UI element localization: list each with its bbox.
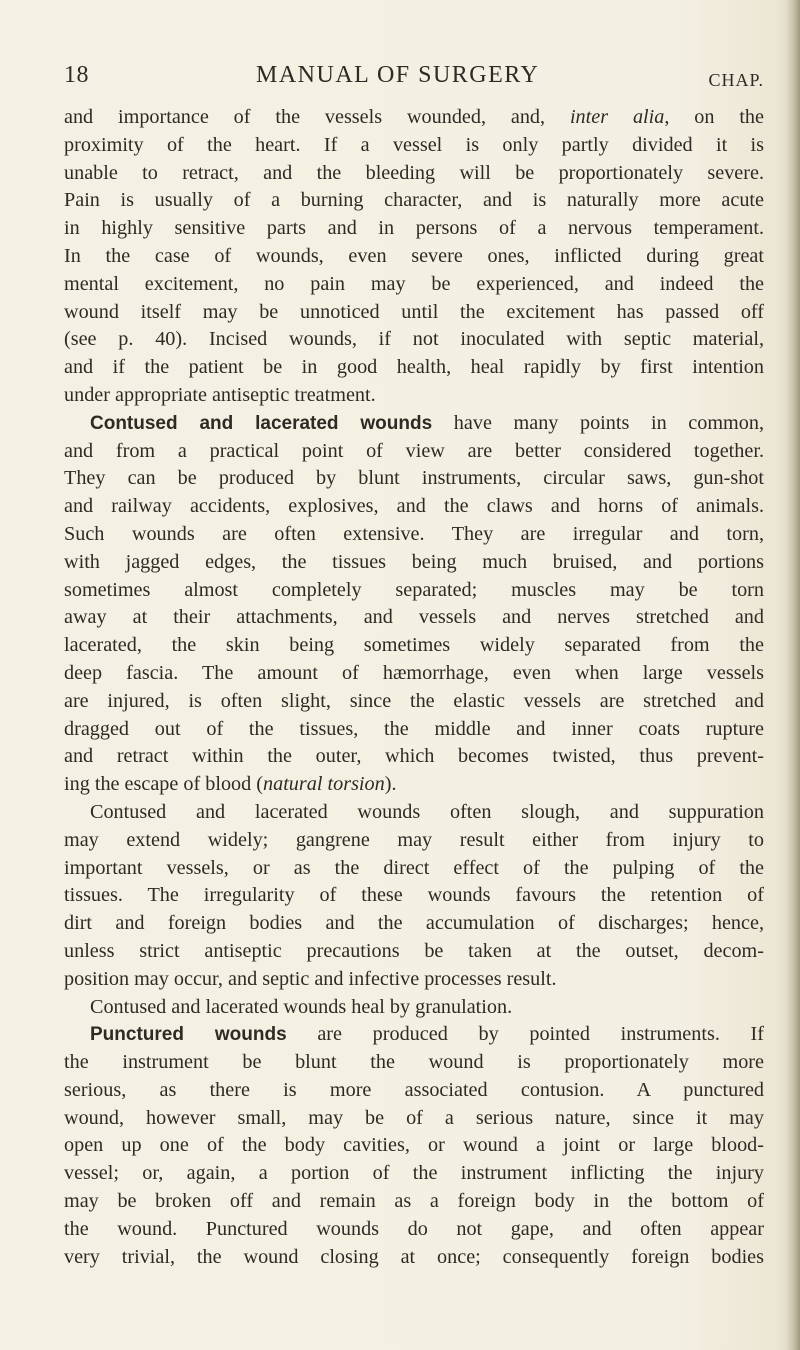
line-text: and railway accidents, explosives, and the claws and horns of animals. <box>64 495 764 518</box>
line-text: unable to retract, and the bleeding will be proportionately severe. <box>64 161 764 184</box>
text-line <box>64 354 764 382</box>
text-line <box>64 1216 764 1244</box>
text-line <box>64 243 764 271</box>
text-line <box>64 299 764 327</box>
line-text: under appropriate antiseptic treatment. <box>64 383 376 406</box>
line-text: position may occur, and septic and infective processes result. <box>64 967 557 990</box>
line-text: deep fascia. The amount of hæmorrhage, even when large vessels <box>64 661 764 684</box>
italic-phrase: inter alia <box>569 106 665 128</box>
line-text: away at their attachments, and vessels and nerves stretched and <box>64 606 764 629</box>
text-line <box>64 1077 764 1105</box>
section-heading: Punctured wounds <box>90 1024 287 1046</box>
line-text: dirt and foreign bodies and the accumulation of discharges; hence, <box>64 912 764 935</box>
text-line <box>64 1049 764 1077</box>
line-text: tissues. The irregularity of these wounds favours the retention of <box>64 884 764 907</box>
line-text: Pain is usually of a burning character, and is naturally more acute <box>64 189 764 212</box>
page-header <box>64 62 764 92</box>
text-line <box>64 660 764 688</box>
text-line <box>64 438 764 466</box>
text-line <box>64 1132 764 1160</box>
line-text: Contused and lacerated wounds often slough, and suppuration <box>90 800 764 823</box>
text-line <box>64 493 764 521</box>
line-text: proximity of the heart. If a vessel is only partly divided it is <box>64 133 764 156</box>
line-text: are injured, is often slight, since the elastic vessels are stretched and <box>64 689 764 712</box>
text-line <box>64 855 764 883</box>
line-text: lacerated, the skin being sometimes widely separated from the <box>64 634 764 657</box>
line-text: are produced by pointed instruments. If <box>286 1023 764 1046</box>
line-text: the wound. Punctured wounds do not gape, and often appear <box>64 1217 764 1240</box>
text-line <box>64 716 764 744</box>
line-text: vessel; or, again, a portion of the instrument inflicting the injury <box>64 1162 764 1185</box>
text-line <box>64 1021 764 1049</box>
text-line <box>64 326 764 354</box>
italic-phrase: natural torsion <box>263 773 385 796</box>
page-edge-shadow <box>786 0 800 1350</box>
text-line <box>64 827 764 855</box>
text-line <box>64 743 764 771</box>
line-text: (see p. 40). Incised wounds, if not inoculated with septic material, <box>64 328 764 351</box>
line-text: with jagged edges, the tissues being much bruised, and portions <box>64 550 764 573</box>
text-line <box>64 132 764 160</box>
line-text: may extend widely; gangrene may result either from injury to <box>64 828 764 851</box>
chapter-mark: CHAP. <box>708 70 764 90</box>
text-line <box>64 688 764 716</box>
line-text: in highly sensitive parts and in persons of a nervous temperament. <box>64 217 764 240</box>
line-text: wound, however small, may be of a serious nature, since it may <box>64 1106 764 1129</box>
text-line <box>64 1188 764 1216</box>
text-line <box>64 577 764 605</box>
body-text <box>64 104 764 1271</box>
text-line <box>64 549 764 577</box>
text-line <box>64 215 764 243</box>
line-text: and retract within the outer, which becomes twisted, thus prevent- <box>64 745 764 768</box>
line-text: ing the escape of blood ( <box>64 773 264 796</box>
text-line <box>64 799 764 827</box>
text-line <box>64 271 764 299</box>
line-text: and from a practical point of view are better considered together. <box>64 439 764 462</box>
text-line <box>64 187 764 215</box>
line-text: very trivial, the wound closing at once; consequently foreign bodies <box>64 1245 764 1268</box>
page-number: 18 <box>64 62 89 88</box>
text-line <box>64 910 764 938</box>
line-text: Such wounds are often extensive. They are irregular and torn, <box>64 522 764 545</box>
line-text: dragged out of the tissues, the middle and inner coats rupture <box>64 717 764 740</box>
text-line <box>64 104 764 132</box>
text-line <box>64 966 764 994</box>
line-text: wound itself may be unnoticed until the excitement has passed off <box>64 300 764 323</box>
line-text: and if the patient be in good health, heal rapidly by first intention <box>64 356 764 379</box>
text-line <box>64 1244 764 1272</box>
line-text: and importance of the vessels wounded, and, <box>64 106 570 128</box>
line-text: , on the <box>664 106 764 128</box>
line-text: Contused and lacerated wounds heal by granulation. <box>90 995 513 1018</box>
line-text: may be broken off and remain as a foreign body in the bottom of <box>64 1190 764 1213</box>
text-line <box>64 1160 764 1188</box>
text-line <box>64 465 764 493</box>
text-line <box>64 604 764 632</box>
text-line <box>64 938 764 966</box>
line-text: have many points in common, <box>432 411 764 434</box>
text-line <box>64 632 764 660</box>
line-text: the instrument be blunt the wound is proportionately more <box>64 1051 764 1074</box>
line-text: open up one of the body cavities, or wound a joint or large blood- <box>64 1134 764 1157</box>
line-text: unless strict antiseptic precautions be taken at the outset, decom- <box>64 939 764 962</box>
text-line <box>64 771 764 799</box>
section-heading: Contused and lacerated wounds <box>90 412 433 434</box>
text-line <box>64 882 764 910</box>
text-line <box>64 382 764 410</box>
running-title: MANUAL OF SURGERY <box>256 62 540 88</box>
line-text: They can be produced by blunt instruments, circular saws, gun-shot <box>64 467 764 490</box>
line-text: serious, as there is more associated contusion. A punctured <box>64 1078 764 1101</box>
text-line <box>64 521 764 549</box>
line-text: In the case of wounds, even severe ones, inflicted during great <box>64 244 764 267</box>
text-line <box>64 994 764 1022</box>
line-text: mental excitement, no pain may be experienced, and indeed the <box>64 272 764 295</box>
text-line <box>64 1105 764 1133</box>
text-line <box>64 160 764 188</box>
line-text: sometimes almost completely separated; muscles may be torn <box>64 578 764 601</box>
line-text: ). <box>384 773 397 796</box>
line-text: important vessels, or as the direct effect of the pulping of the <box>64 856 764 879</box>
text-line <box>64 410 764 438</box>
